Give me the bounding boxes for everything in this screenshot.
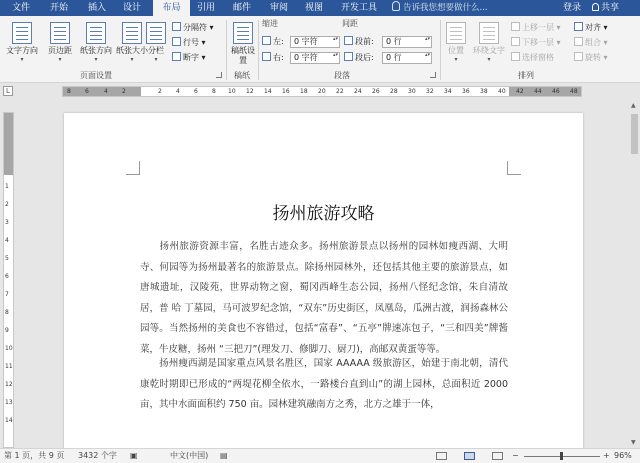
page-count[interactable]: 第 1 页，共 9 页 bbox=[4, 451, 65, 460]
align-icon bbox=[574, 22, 583, 31]
indent-left-input[interactable]: 0 字符 ▴▾ bbox=[290, 36, 340, 48]
arrange-group-label: 排列 bbox=[518, 71, 534, 80]
paragraph-launcher[interactable] bbox=[430, 72, 436, 78]
ruler-tick: 24 bbox=[354, 88, 362, 95]
tab-review[interactable]: 审阅 bbox=[269, 3, 288, 13]
indent-header: 缩进 bbox=[262, 19, 278, 28]
crop-mark bbox=[126, 161, 140, 175]
ruler-tick: 40 bbox=[498, 88, 506, 95]
text-direction-button[interactable] bbox=[2, 20, 42, 76]
margins-label: 页边距 bbox=[48, 46, 72, 55]
indent-right-label bbox=[262, 52, 284, 64]
size-label: 纸张大小 bbox=[116, 46, 148, 55]
selection-pane-button[interactable] bbox=[511, 52, 554, 64]
ruler-tick: 4 bbox=[176, 88, 180, 95]
chevron-down-icon: ▾ bbox=[94, 56, 98, 63]
columns-button[interactable] bbox=[142, 20, 170, 76]
indent-right-text: 右: bbox=[273, 53, 284, 62]
ruler-tick: 20 bbox=[318, 88, 326, 95]
indent-left-label bbox=[262, 36, 284, 48]
ruler-tick: 9 bbox=[5, 327, 9, 334]
group-divider bbox=[258, 20, 259, 80]
ruler-tick: 14 bbox=[5, 417, 13, 424]
ruler-tick: 36 bbox=[462, 88, 470, 95]
spacing-after-label bbox=[344, 52, 374, 64]
ruler-tick: 12 bbox=[246, 88, 254, 95]
send-backward-button[interactable]: 下移一层 ▾ bbox=[511, 37, 561, 49]
spacing-after-input[interactable]: 0 行 ▴▾ bbox=[382, 52, 432, 64]
tab-file[interactable]: 文件 bbox=[11, 3, 30, 13]
manuscript-group-label: 稿纸 bbox=[234, 71, 250, 80]
ribbon bbox=[0, 16, 640, 83]
document-title[interactable]: 扬州旅游攻略 bbox=[272, 204, 375, 224]
manuscript-label: 稿纸设置 bbox=[231, 46, 255, 65]
bring-forward-icon bbox=[511, 22, 520, 31]
ruler-tick: 34 bbox=[444, 88, 452, 95]
group-label: 组合 bbox=[585, 38, 601, 47]
ruler-tick: 5 bbox=[5, 255, 9, 262]
document-paragraph[interactable] bbox=[140, 354, 508, 416]
vertical-scrollbar[interactable] bbox=[629, 100, 640, 448]
ruler-tick: 2 bbox=[5, 201, 9, 208]
send-backward-label: 下移一层 bbox=[522, 38, 554, 47]
ruler-tick: 10 bbox=[228, 88, 236, 95]
tab-references[interactable]: 引用 bbox=[196, 3, 215, 13]
chevron-down-icon: ▾ bbox=[154, 56, 158, 63]
tab-layout[interactable]: 布局 bbox=[153, 0, 190, 17]
margins-button[interactable] bbox=[40, 20, 80, 76]
tell-me-text: 告诉我您想要做什么... bbox=[403, 3, 488, 13]
paragraph-text: 扬州瘦西湖是国家重点风景名胜区，国家 AAAAA 级旅游区，始建于南北朝，清代康乾时期即已形成的“两堤花柳全依水，一路楼台直到山”的湖上园林，总面积近 2000 亩，其中水面面积约 750 亩。园林建筑融南方之秀，北方之雄于一体， bbox=[140, 358, 508, 410]
group-icon bbox=[574, 37, 583, 46]
scroll-up-icon[interactable]: ▲ bbox=[631, 102, 636, 109]
ruler-tick: 10 bbox=[5, 345, 13, 352]
bring-forward-button[interactable]: 上移一层 ▾ bbox=[511, 22, 561, 34]
selection-pane-icon bbox=[511, 52, 520, 61]
macro-record-icon[interactable]: ▤ bbox=[220, 451, 228, 460]
document-page[interactable] bbox=[64, 113, 583, 453]
print-layout-icon[interactable] bbox=[464, 452, 475, 460]
rotate-icon bbox=[574, 52, 583, 61]
ruler-tick: 6 bbox=[194, 88, 198, 95]
hyphenation-label: 断字 bbox=[183, 53, 199, 62]
ruler-tick: 18 bbox=[300, 88, 308, 95]
ruler-tick: 38 bbox=[480, 88, 488, 95]
page-setup-launcher[interactable] bbox=[216, 72, 222, 78]
ruler-tick: 3 bbox=[5, 219, 9, 226]
wrap-text-label: 环绕文字 bbox=[473, 46, 505, 55]
ruler-tick: 4 bbox=[5, 237, 9, 244]
paper-size-icon bbox=[122, 22, 142, 44]
paragraph-group-label: 段落 bbox=[334, 71, 350, 80]
ruler-tick: 22 bbox=[336, 88, 344, 95]
ruler-tick: 42 bbox=[516, 88, 524, 95]
spacing-after-text: 段后: bbox=[355, 53, 374, 62]
spacing-before-label bbox=[344, 36, 374, 48]
document-paragraph[interactable] bbox=[140, 237, 508, 360]
indent-right-input[interactable]: 0 字符 ▴▾ bbox=[290, 52, 340, 64]
breaks-button[interactable]: 分隔符 ▾ bbox=[172, 22, 214, 34]
ruler-tick: 2 bbox=[122, 88, 126, 95]
send-backward-icon bbox=[511, 37, 520, 46]
tab-view[interactable]: 视图 bbox=[304, 3, 323, 13]
ruler-tick: 4 bbox=[104, 88, 108, 95]
columns-icon bbox=[146, 22, 166, 44]
horizontal-ruler[interactable] bbox=[62, 86, 582, 97]
share-label: 共享 bbox=[601, 3, 620, 13]
indent-left-icon bbox=[262, 36, 271, 45]
bring-forward-label: 上移一层 bbox=[522, 23, 554, 32]
position-label: 位置 bbox=[448, 46, 464, 55]
indent-right-icon bbox=[262, 52, 271, 61]
chevron-down-icon: ▾ bbox=[130, 56, 134, 63]
hyphenation-button[interactable]: 断字 ▾ bbox=[172, 52, 206, 64]
vertical-ruler[interactable] bbox=[3, 112, 14, 448]
zoom-out-icon[interactable]: − bbox=[512, 451, 519, 460]
ruler-tick: 12 bbox=[5, 381, 13, 388]
ruler-tick: 44 bbox=[534, 88, 542, 95]
group-divider bbox=[440, 20, 441, 80]
ruler-tick: 8 bbox=[212, 88, 216, 95]
line-numbers-icon bbox=[172, 37, 181, 46]
zoom-in-icon[interactable]: + bbox=[603, 451, 610, 460]
tab-home[interactable]: 开始 bbox=[49, 3, 68, 13]
indent-left-text: 左: bbox=[273, 37, 284, 46]
chevron-down-icon: ▾ bbox=[487, 56, 491, 63]
wrap-text-icon bbox=[479, 22, 499, 44]
chevron-down-icon: ▾ bbox=[58, 56, 62, 63]
text-direction-icon bbox=[12, 22, 32, 44]
web-layout-icon[interactable] bbox=[492, 452, 503, 460]
line-numbers-button[interactable]: 行号 ▾ bbox=[172, 37, 206, 49]
group-button[interactable]: 组合 ▾ bbox=[574, 37, 608, 49]
breaks-icon bbox=[172, 22, 181, 31]
wrap-text-button[interactable] bbox=[470, 20, 508, 76]
page-setup-group-label: 页面设置 bbox=[80, 71, 112, 80]
columns-label: 分栏 bbox=[148, 46, 164, 55]
crop-mark bbox=[507, 161, 521, 175]
ruler-tick: 32 bbox=[426, 88, 434, 95]
read-mode-icon[interactable] bbox=[436, 452, 447, 460]
tab-insert[interactable]: 插入 bbox=[87, 3, 106, 13]
sign-in-link[interactable]: 登录 bbox=[563, 3, 582, 13]
scroll-down-icon[interactable]: ▼ bbox=[631, 439, 636, 446]
breaks-label: 分隔符 bbox=[183, 23, 207, 32]
ruler-tick: 6 bbox=[5, 273, 9, 280]
tab-mailings[interactable]: 邮件 bbox=[232, 3, 251, 13]
align-button[interactable]: 对齐 ▾ bbox=[574, 22, 608, 34]
position-icon bbox=[446, 22, 466, 44]
ribbon-tab-bar bbox=[0, 0, 640, 16]
zoom-level[interactable]: 96% bbox=[614, 451, 632, 460]
proofing-icon[interactable]: ▣ bbox=[130, 451, 138, 460]
ruler-left-margin bbox=[63, 87, 141, 96]
orientation-button[interactable] bbox=[76, 20, 116, 76]
scroll-thumb[interactable] bbox=[631, 114, 638, 154]
language-indicator[interactable]: 中文(中国) bbox=[170, 451, 209, 460]
zoom-slider-thumb[interactable] bbox=[560, 452, 563, 460]
ruler-tick: 7 bbox=[5, 291, 9, 298]
rotate-label: 旋转 bbox=[585, 53, 601, 62]
orientation-icon bbox=[86, 22, 106, 44]
share-button[interactable] bbox=[592, 0, 619, 16]
ruler-tick: 14 bbox=[264, 88, 272, 95]
text-direction-label: 文字方向 bbox=[6, 46, 38, 55]
hyphenation-icon bbox=[172, 52, 181, 61]
line-numbers-label: 行号 bbox=[183, 38, 199, 47]
lightbulb-icon bbox=[392, 1, 400, 11]
ruler-tick: 6 bbox=[85, 88, 89, 95]
ruler-area bbox=[0, 84, 640, 99]
selection-pane-label: 选择窗格 bbox=[522, 53, 554, 62]
ruler-tick: 16 bbox=[282, 88, 290, 95]
ruler-tick: 1 bbox=[5, 183, 9, 190]
ruler-tick: 28 bbox=[390, 88, 398, 95]
ruler-top-margin bbox=[4, 113, 13, 175]
group-divider bbox=[226, 20, 227, 80]
word-count[interactable]: 3432 个字 bbox=[78, 451, 117, 460]
align-label: 对齐 bbox=[585, 23, 601, 32]
ruler-tick: 26 bbox=[372, 88, 380, 95]
ruler-tick: 11 bbox=[5, 363, 13, 370]
chevron-down-icon: ▾ bbox=[454, 56, 458, 63]
tab-design[interactable]: 设计 bbox=[122, 3, 141, 13]
rotate-button[interactable]: 旋转 ▾ bbox=[574, 52, 608, 64]
ruler-tick: 13 bbox=[5, 399, 13, 406]
spacing-before-input[interactable]: 0 行 ▴▾ bbox=[382, 36, 432, 48]
manuscript-icon bbox=[233, 22, 253, 44]
ruler-tick: 2 bbox=[158, 88, 162, 95]
ruler-tick: 46 bbox=[552, 88, 560, 95]
position-button[interactable] bbox=[442, 20, 470, 76]
ruler-tick: 30 bbox=[408, 88, 416, 95]
paragraph-text: 扬州旅游资源丰富，名胜古迹众多。扬州旅游景点以扬州的园林如瘦西湖、大明寺、何园等为扬州最著名的旅游景点。除扬州园林外，还包括其他主要的旅游景点，如唐城遗址，汉陵苑，世界动物之窗，蜀冈西峰生态公园，扬州八怪纪念馆，朱自清故居，普 哈 丁墓园，马可波罗纪念馆，“双东”历史街区，凤凰岛，瓜洲古渡，润扬森林公园等。当然扬州的美食也不容错过，包括“富春”、“五亭”牌速冻包子，“三和四美”牌酱菜，牛皮糖，扬州 “三把刀”(理发刀、修脚刀、厨刀)，高邮双黄蛋等等。 bbox=[140, 241, 508, 355]
orientation-label: 纸张方向 bbox=[80, 46, 112, 55]
tell-me-box[interactable] bbox=[392, 0, 488, 16]
ruler-tick: 8 bbox=[5, 309, 9, 316]
spacing-header: 间距 bbox=[342, 19, 358, 28]
chevron-down-icon: ▾ bbox=[20, 56, 24, 63]
tab-selector[interactable]: L bbox=[3, 86, 13, 96]
spacing-before-icon bbox=[344, 36, 353, 45]
status-bar bbox=[0, 448, 640, 463]
spacing-before-text: 段前: bbox=[355, 37, 374, 46]
tab-developer[interactable]: 开发工具 bbox=[340, 3, 377, 13]
manuscript-settings-button[interactable] bbox=[228, 20, 258, 76]
person-icon bbox=[592, 3, 599, 11]
ruler-tick: 8 bbox=[67, 88, 71, 95]
ruler-tick: 48 bbox=[570, 88, 578, 95]
spacing-after-icon bbox=[344, 52, 353, 61]
margins-icon bbox=[50, 22, 70, 44]
